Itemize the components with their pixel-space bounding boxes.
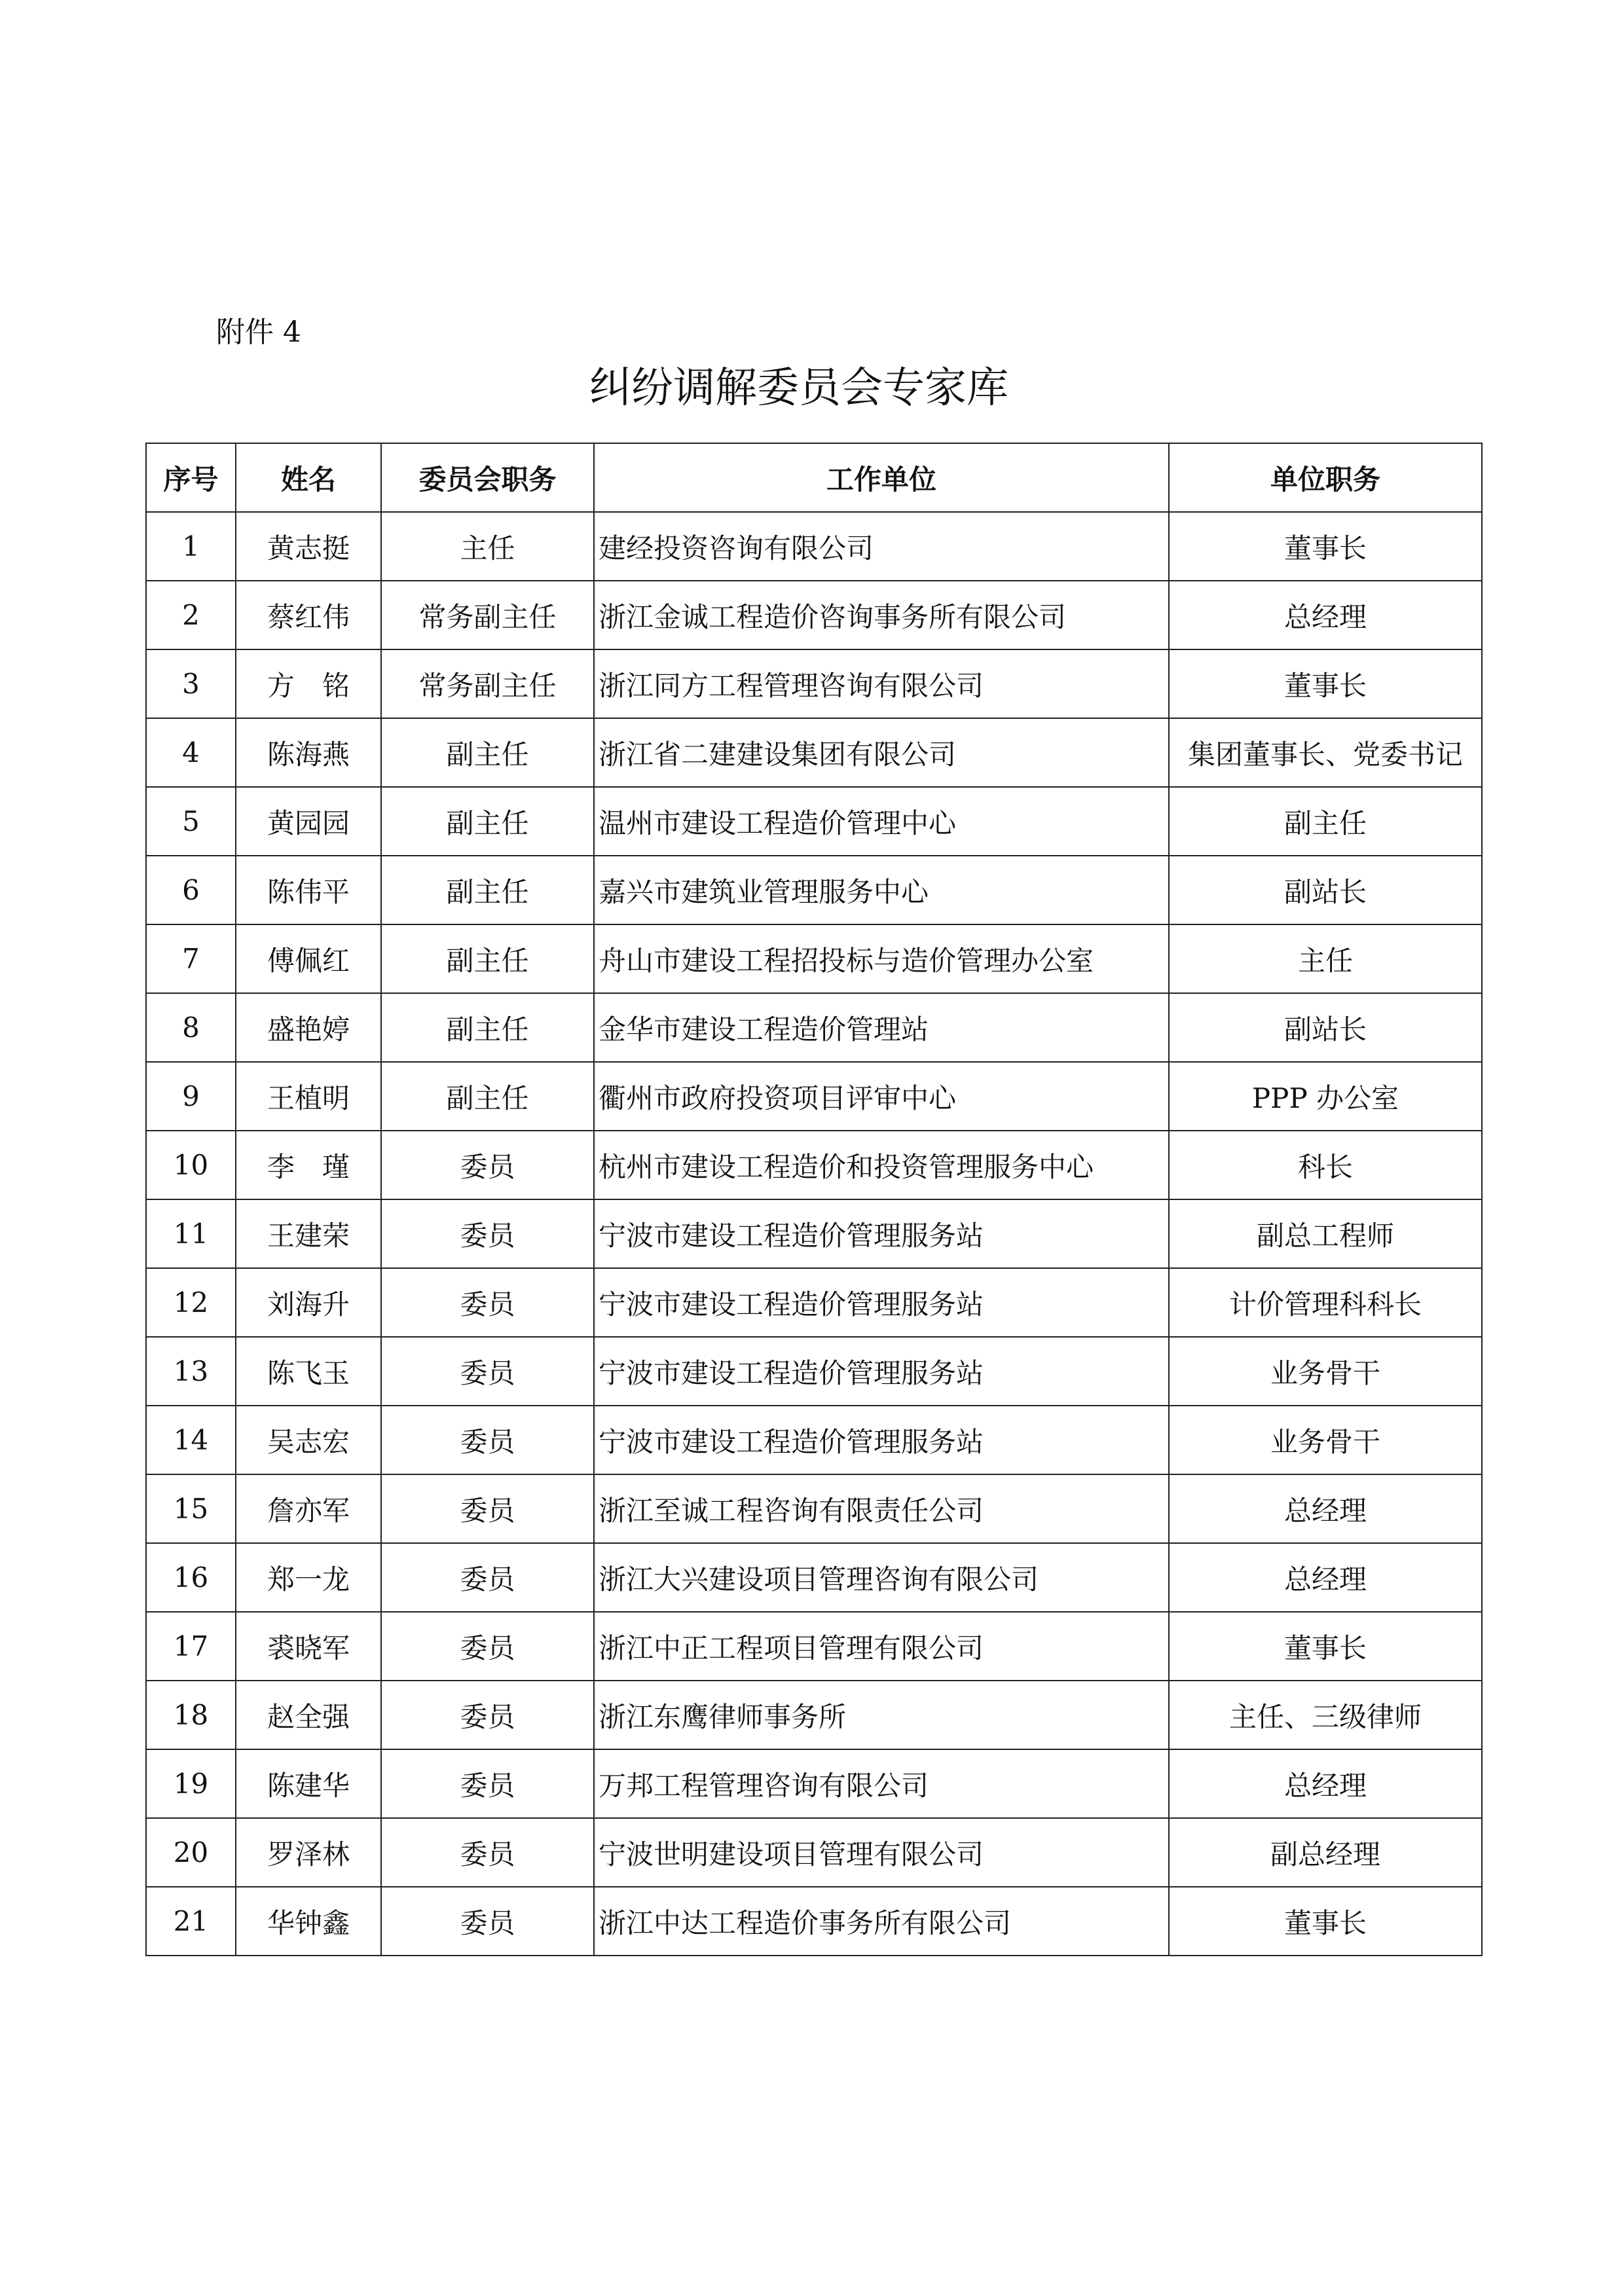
cell-title: 副总经理 — [1169, 1818, 1482, 1887]
cell-name: 陈飞玉 — [236, 1337, 381, 1406]
cell-organization: 浙江同方工程管理咨询有限公司 — [594, 649, 1169, 718]
cell-organization: 宁波市建设工程造价管理服务站 — [594, 1337, 1169, 1406]
cell-position: 副主任 — [381, 1062, 594, 1131]
cell-no: 4 — [146, 718, 236, 787]
cell-title: 副总工程师 — [1169, 1199, 1482, 1268]
cell-no: 20 — [146, 1818, 236, 1887]
table-row — [146, 1062, 1482, 1131]
cell-name: 王建荣 — [236, 1199, 381, 1268]
cell-no: 13 — [146, 1337, 236, 1406]
table-row — [146, 1543, 1482, 1612]
cell-name: 赵全强 — [236, 1681, 381, 1749]
cell-position: 委员 — [381, 1818, 594, 1887]
cell-position: 副主任 — [381, 924, 594, 993]
cell-title: 总经理 — [1169, 1749, 1482, 1818]
cell-no: 17 — [146, 1612, 236, 1681]
cell-title: 副站长 — [1169, 993, 1482, 1062]
cell-position: 副主任 — [381, 718, 594, 787]
cell-name: 蔡红伟 — [236, 581, 381, 649]
cell-position: 委员 — [381, 1268, 594, 1337]
cell-no: 21 — [146, 1887, 236, 1956]
cell-organization: 建经投资咨询有限公司 — [594, 512, 1169, 581]
cell-name: 李 瑾 — [236, 1131, 381, 1199]
cell-title: 董事长 — [1169, 512, 1482, 581]
cell-no: 14 — [146, 1406, 236, 1474]
cell-organization: 浙江中达工程造价事务所有限公司 — [594, 1887, 1169, 1956]
cell-name: 盛艳婷 — [236, 993, 381, 1062]
cell-no: 6 — [146, 856, 236, 924]
cell-title: 董事长 — [1169, 649, 1482, 718]
cell-organization: 温州市建设工程造价管理中心 — [594, 787, 1169, 856]
cell-name: 陈建华 — [236, 1749, 381, 1818]
cell-name: 罗泽林 — [236, 1818, 381, 1887]
cell-title: 总经理 — [1169, 1543, 1482, 1612]
cell-organization: 浙江金诚工程造价咨询事务所有限公司 — [594, 581, 1169, 649]
cell-no: 18 — [146, 1681, 236, 1749]
table-row — [146, 1612, 1482, 1681]
cell-position: 委员 — [381, 1749, 594, 1818]
table-row — [146, 1131, 1482, 1199]
header-organization: 工作单位 — [594, 443, 1169, 512]
cell-no: 15 — [146, 1474, 236, 1543]
cell-title: 主任、三级律师 — [1169, 1681, 1482, 1749]
page-title: 纠纷调解委员会专家库 — [589, 364, 1008, 412]
cell-position: 委员 — [381, 1131, 594, 1199]
table-row — [146, 1681, 1482, 1749]
cell-organization: 浙江东鹰律师事务所 — [594, 1681, 1169, 1749]
cell-no: 12 — [146, 1268, 236, 1337]
table-row — [146, 924, 1482, 993]
cell-title: 计价管理科科长 — [1169, 1268, 1482, 1337]
cell-organization: 宁波市建设工程造价管理服务站 — [594, 1406, 1169, 1474]
cell-organization: 宁波市建设工程造价管理服务站 — [594, 1199, 1169, 1268]
cell-no: 1 — [146, 512, 236, 581]
cell-title: PPP 办公室 — [1169, 1062, 1482, 1131]
table-row — [146, 1268, 1482, 1337]
cell-no: 7 — [146, 924, 236, 993]
cell-organization: 浙江至诚工程咨询有限责任公司 — [594, 1474, 1169, 1543]
cell-no: 16 — [146, 1543, 236, 1612]
table-row — [146, 718, 1482, 787]
cell-name: 黄园园 — [236, 787, 381, 856]
cell-title: 科长 — [1169, 1131, 1482, 1199]
cell-no: 9 — [146, 1062, 236, 1131]
cell-name: 詹亦军 — [236, 1474, 381, 1543]
cell-title: 副站长 — [1169, 856, 1482, 924]
cell-position: 委员 — [381, 1474, 594, 1543]
expert-table — [145, 443, 1483, 1956]
table-header-row — [146, 443, 1482, 512]
cell-position: 委员 — [381, 1681, 594, 1749]
cell-name: 陈伟平 — [236, 856, 381, 924]
cell-title: 副主任 — [1169, 787, 1482, 856]
table-row — [146, 1818, 1482, 1887]
cell-no: 10 — [146, 1131, 236, 1199]
table-row — [146, 649, 1482, 718]
cell-position: 副主任 — [381, 787, 594, 856]
cell-organization: 杭州市建设工程造价和投资管理服务中心 — [594, 1131, 1169, 1199]
cell-title: 董事长 — [1169, 1887, 1482, 1956]
cell-position: 副主任 — [381, 993, 594, 1062]
cell-organization: 衢州市政府投资项目评审中心 — [594, 1062, 1169, 1131]
cell-title: 主任 — [1169, 924, 1482, 993]
header-title: 单位职务 — [1169, 443, 1482, 512]
cell-name: 陈海燕 — [236, 718, 381, 787]
cell-no: 5 — [146, 787, 236, 856]
cell-position: 委员 — [381, 1543, 594, 1612]
cell-position: 委员 — [381, 1337, 594, 1406]
table-body — [146, 512, 1482, 1956]
cell-organization: 宁波世明建设项目管理有限公司 — [594, 1818, 1169, 1887]
cell-name: 裘晓军 — [236, 1612, 381, 1681]
cell-no: 19 — [146, 1749, 236, 1818]
cell-title: 集团董事长、党委书记 — [1169, 718, 1482, 787]
cell-name: 黄志挺 — [236, 512, 381, 581]
table-row — [146, 1406, 1482, 1474]
cell-name: 王植明 — [236, 1062, 381, 1131]
cell-title: 总经理 — [1169, 1474, 1482, 1543]
cell-organization: 宁波市建设工程造价管理服务站 — [594, 1268, 1169, 1337]
header-name: 姓名 — [236, 443, 381, 512]
cell-position: 副主任 — [381, 856, 594, 924]
cell-position: 委员 — [381, 1406, 594, 1474]
table-row — [146, 1199, 1482, 1268]
header-position: 委员会职务 — [381, 443, 594, 512]
table-row — [146, 1337, 1482, 1406]
cell-no: 11 — [146, 1199, 236, 1268]
cell-name: 傅佩红 — [236, 924, 381, 993]
cell-name: 华钟鑫 — [236, 1887, 381, 1956]
cell-organization: 万邦工程管理咨询有限公司 — [594, 1749, 1169, 1818]
cell-name: 吴志宏 — [236, 1406, 381, 1474]
cell-title: 总经理 — [1169, 581, 1482, 649]
attachment-label: 附件 4 — [216, 316, 301, 349]
cell-title: 业务骨干 — [1169, 1406, 1482, 1474]
cell-organization: 舟山市建设工程招投标与造价管理办公室 — [594, 924, 1169, 993]
cell-organization: 浙江大兴建设项目管理咨询有限公司 — [594, 1543, 1169, 1612]
cell-title: 董事长 — [1169, 1612, 1482, 1681]
cell-organization: 金华市建设工程造价管理站 — [594, 993, 1169, 1062]
header-no: 序号 — [146, 443, 236, 512]
cell-position: 常务副主任 — [381, 649, 594, 718]
cell-organization: 嘉兴市建筑业管理服务中心 — [594, 856, 1169, 924]
cell-title: 业务骨干 — [1169, 1337, 1482, 1406]
cell-no: 3 — [146, 649, 236, 718]
cell-no: 8 — [146, 993, 236, 1062]
table-row — [146, 1887, 1482, 1956]
cell-position: 委员 — [381, 1199, 594, 1268]
cell-position: 委员 — [381, 1612, 594, 1681]
table-row — [146, 787, 1482, 856]
table-row — [146, 1474, 1482, 1543]
cell-name: 郑一龙 — [236, 1543, 381, 1612]
cell-name: 方 铭 — [236, 649, 381, 718]
table-row — [146, 993, 1482, 1062]
cell-position: 主任 — [381, 512, 594, 581]
table-row — [146, 581, 1482, 649]
cell-name: 刘海升 — [236, 1268, 381, 1337]
table-row — [146, 512, 1482, 581]
cell-position: 委员 — [381, 1887, 594, 1956]
cell-position: 常务副主任 — [381, 581, 594, 649]
table-row — [146, 1749, 1482, 1818]
cell-no: 2 — [146, 581, 236, 649]
cell-organization: 浙江中正工程项目管理有限公司 — [594, 1612, 1169, 1681]
table-row — [146, 856, 1482, 924]
cell-organization: 浙江省二建建设集团有限公司 — [594, 718, 1169, 787]
